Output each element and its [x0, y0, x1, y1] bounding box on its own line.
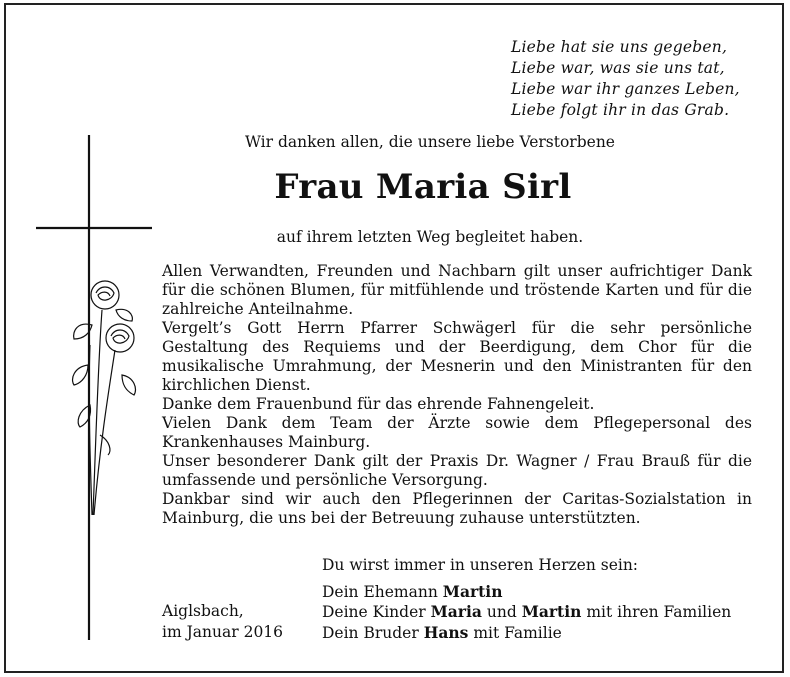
- husband-line: Dein Ehemann Martin: [322, 581, 503, 601]
- place: Aiglsbach,: [162, 602, 244, 620]
- paragraph: Vielen Dank dem Team der Ärzte sowie dem Pflegepersonal des Krankenhauses Mainburg.: [162, 414, 752, 451]
- paragraph: Vergelt’s Gott Herrn Pfarrer Schwägerl für die sehr persönliche Gestaltung des Requiems und der Beerdigung, dem Chor für die musikalische Umrahmung, der Mesnerin und den Ministranten für den kirchlichen Dienst.: [162, 319, 752, 394]
- paragraph: Unser besonderer Dank gilt der Praxis Dr. Wagner / Frau Brauß für die umfassende und persönliche Versorgung.: [162, 452, 752, 489]
- body-text: [162, 262, 752, 528]
- poem-line: Liebe war ihr ganzes Leben,: [511, 80, 740, 98]
- closing-row: [162, 623, 762, 644]
- paragraph: Danke dem Frauenbund für das ehrende Fahnengeleit.: [162, 395, 595, 413]
- follow-text: auf ihrem letzten Weg begleitet haben.: [276, 228, 584, 246]
- husband-name: Martin: [442, 581, 503, 601]
- intro-text: Wir danken allen, die unsere liebe Verstorbene: [245, 133, 615, 151]
- date: im Januar 2016: [162, 622, 284, 641]
- deceased-name: Frau Maria Sirl: [274, 167, 572, 207]
- cross-icon: [36, 135, 152, 640]
- brother-line: Dein Bruder Hans mit Familie: [322, 622, 562, 642]
- paragraph: Dankbar sind wir auch den Pflegerinnen der Caritas-Sozialstation in Mainburg, die uns bei der Betreuung zuhause unterstützten.: [162, 490, 752, 527]
- paragraph: Allen Verwandten, Freunden und Nachbarn gilt unser aufrichtiger Dank für die schönen Blumen, für mitfühlende und tröstende Karten und für die zahlreiche Anteilnahme.: [162, 262, 752, 318]
- poem: [511, 37, 740, 121]
- poem-line: Liebe hat sie uns gegeben,: [511, 38, 728, 56]
- children-line: Deine Kinder Maria und Martin mit ihren Familien: [322, 602, 732, 621]
- closing-row: [162, 602, 762, 623]
- poem-line: Liebe war, was sie uns tat,: [511, 59, 725, 77]
- closing-block: [162, 556, 762, 643]
- poem-line: Liebe folgt ihr in das Grab.: [511, 101, 730, 119]
- cross-with-roses-icon: [30, 135, 160, 655]
- closing-row: [162, 556, 762, 576]
- heart-line: Du wirst immer in unseren Herzen sein:: [322, 556, 639, 574]
- roses-icon: [73, 281, 136, 515]
- closing-row: [162, 582, 762, 603]
